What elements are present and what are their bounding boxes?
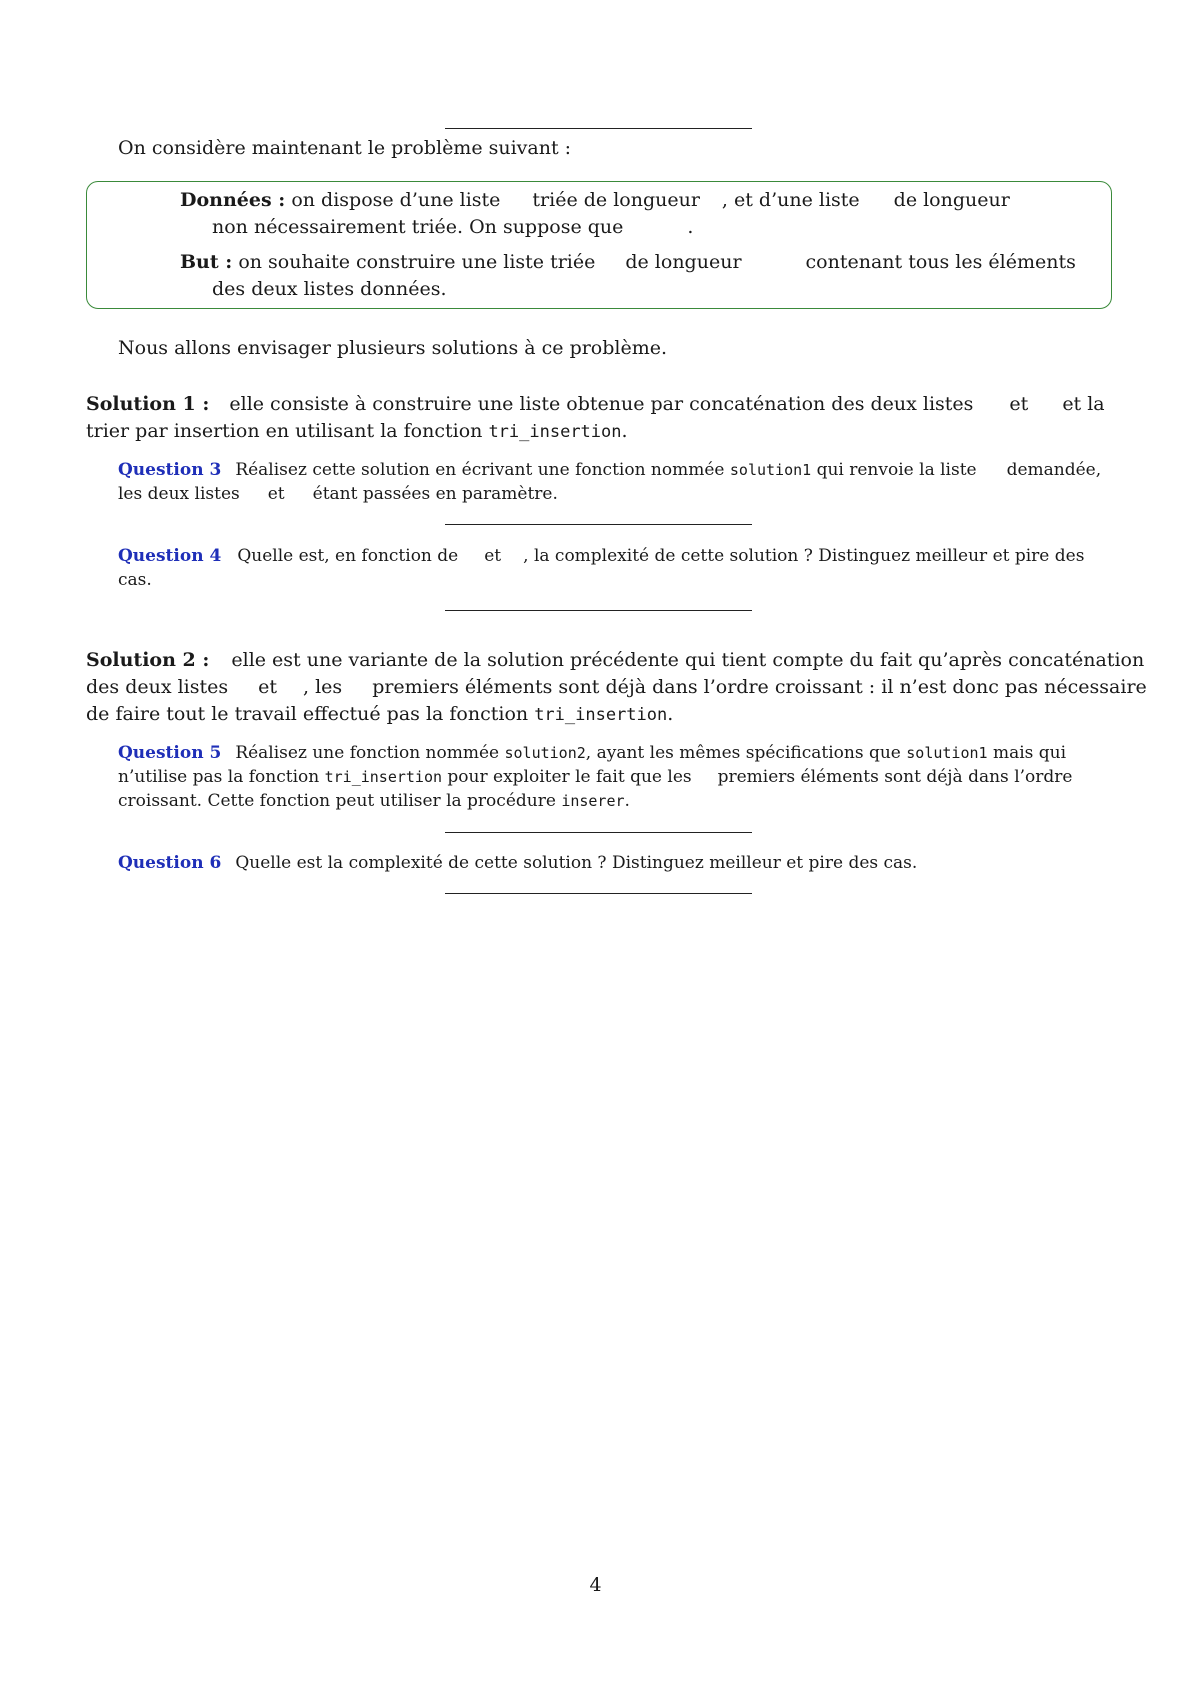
solution1-line-2	[86, 419, 628, 444]
code-tri-insertion: tri_insertion	[324, 768, 443, 786]
envisage-text: Nous allons envisager plusieurs solutions à ce problème.	[118, 337, 668, 359]
but-label: But :	[180, 251, 233, 273]
question4-line-2: cas.	[118, 570, 152, 590]
solution2-line-3	[86, 702, 673, 727]
code-solution2: solution2	[504, 744, 586, 762]
but-line-1	[180, 250, 1076, 274]
code-tri-insertion: tri_insertion	[488, 422, 622, 442]
question3-text: et	[267, 484, 285, 504]
solution2-text: elle est une variante de la solution précédente qui tient compte du fait qu’après concaténation	[231, 649, 1145, 671]
question3-line-1	[118, 459, 1101, 481]
solution2-line-1	[86, 648, 1144, 672]
donnees-text: , et d’une liste	[721, 189, 860, 211]
question3-label: Question 3	[118, 460, 222, 480]
question3-text: étant passées en paramètre.	[312, 484, 558, 504]
question6-text: Quelle est la complexité de cette solution ? Distinguez meilleur et pire des cas.	[235, 853, 918, 873]
question5-text: croissant. Cette fonction peut utiliser la procédure	[118, 791, 556, 811]
donnees-text: triée de longueur	[532, 189, 700, 211]
question5-text: , ayant les mêmes spécifications que	[585, 743, 901, 763]
separator-rule	[445, 832, 752, 833]
donnees-line-1	[180, 188, 1010, 212]
solution1-label: Solution 1 :	[86, 393, 210, 415]
code-solution1: solution1	[729, 461, 812, 479]
solution2-text: .	[667, 703, 674, 725]
question5-text: .	[624, 791, 630, 811]
question4-text: , la complexité de cette solution ? Distinguez meilleur et pire des	[523, 546, 1085, 566]
donnees-text: de longueur	[893, 189, 1010, 211]
question5-text: pour exploiter le fait que les	[447, 767, 692, 787]
question4-line-1	[118, 545, 1084, 567]
code-inserer: inserer	[561, 792, 625, 810]
question3-text: qui renvoie la liste	[816, 460, 977, 480]
separator-rule	[445, 610, 752, 611]
question5-text: n’utilise pas la fonction	[118, 767, 320, 787]
donnees-label: Données :	[180, 189, 286, 211]
solution2-label: Solution 2 :	[86, 649, 210, 671]
donnees-text: on dispose d’une liste	[291, 189, 501, 211]
question4-label: Question 4	[118, 546, 222, 566]
solution2-text: des deux listes	[86, 676, 229, 698]
question5-line-1	[118, 742, 1066, 764]
donnees-text: non nécessairement triée. On suppose que	[212, 216, 624, 238]
but-text: contenant tous les éléments	[805, 251, 1076, 273]
question3-text: demandée,	[1006, 460, 1102, 480]
intro-text: On considère maintenant le problème suivant :	[118, 137, 572, 159]
question6-label: Question 6	[118, 853, 222, 873]
question6-line	[118, 852, 917, 874]
solution1-line-1	[86, 392, 1105, 416]
solution1-text: .	[621, 420, 628, 442]
question3-text: les deux listes	[118, 484, 240, 504]
page-number: 4	[589, 1574, 602, 1596]
question5-label: Question 5	[118, 743, 222, 763]
solution2-text: et	[258, 676, 278, 698]
solution1-text: elle consiste à construire une liste obtenue par concaténation des deux listes	[229, 393, 974, 415]
question3-line-2	[118, 483, 558, 505]
donnees-line-2	[212, 215, 693, 239]
question5-line-2	[118, 766, 1072, 788]
question4-text: Quelle est, en fonction de	[237, 546, 459, 566]
solution1-text: et la	[1062, 393, 1105, 415]
but-line-2: des deux listes données.	[212, 278, 447, 300]
question5-line-3	[118, 790, 630, 812]
code-tri-insertion: tri_insertion	[534, 705, 668, 725]
question5-text: premiers éléments sont déjà dans l’ordre	[717, 767, 1073, 787]
solution1-text: et	[1009, 393, 1029, 415]
question5-text: Réalisez une fonction nommée	[235, 743, 500, 763]
code-solution1: solution1	[906, 744, 988, 762]
question5-text: mais qui	[992, 743, 1067, 763]
solution2-text: de faire tout le travail effectué pas la fonction	[86, 703, 529, 725]
but-text: de longueur	[625, 251, 742, 273]
question4-text: et	[484, 546, 502, 566]
solution2-line-2	[86, 675, 1147, 699]
solution2-text: premiers éléments sont déjà dans l’ordre croissant : il n’est donc pas nécessaire	[372, 676, 1147, 698]
separator-rule	[445, 128, 752, 129]
question3-text: Réalisez cette solution en écrivant une fonction nommée	[235, 460, 725, 480]
solution1-text: trier par insertion en utilisant la fonction	[86, 420, 483, 442]
but-text: on souhaite construire une liste triée	[238, 251, 596, 273]
donnees-text: .	[687, 216, 694, 238]
separator-rule	[445, 893, 752, 894]
solution2-text: , les	[303, 676, 343, 698]
separator-rule	[445, 524, 752, 525]
